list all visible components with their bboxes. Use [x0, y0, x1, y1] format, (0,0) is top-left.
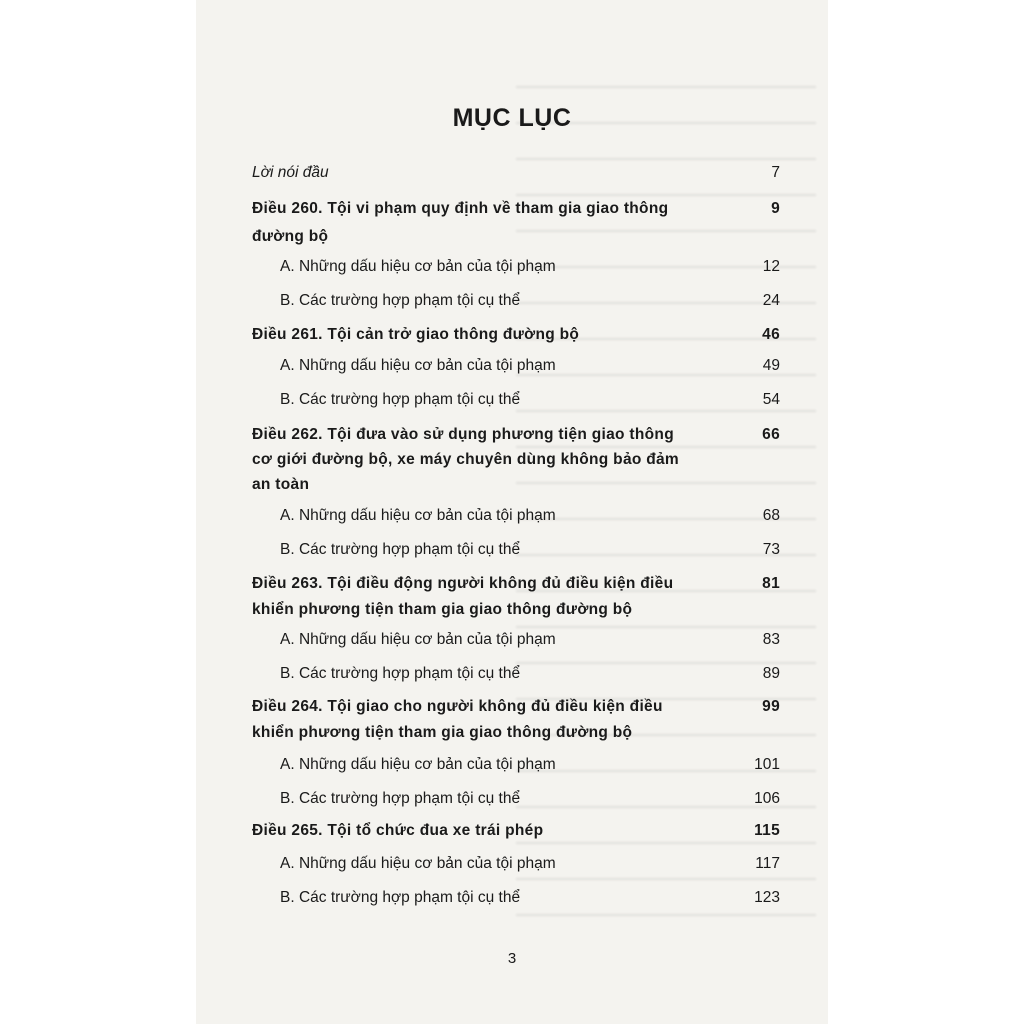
toc-entry-label: B. Các trường hợp phạm tội cụ thể — [280, 541, 521, 558]
toc-entry-label: Điều 265. Tội tổ chức đua xe trái phép — [252, 822, 544, 839]
toc-entry-label: B. Các trường hợp phạm tội cụ thể — [280, 889, 521, 906]
toc-entry-page: 73 — [762, 541, 780, 558]
book-page — [196, 0, 828, 1024]
toc-entry-label: A. Những dấu hiệu cơ bản của tội phạm — [280, 258, 556, 275]
toc-entry-page: 49 — [762, 357, 780, 374]
toc-entry-label: B. Các trường hợp phạm tội cụ thể — [280, 292, 521, 309]
toc-entry-label: Lời nói đầu — [252, 164, 329, 181]
toc-entry-label: A. Những dấu hiệu cơ bản của tội phạm — [280, 631, 556, 648]
toc-entry-label: B. Các trường hợp phạm tội cụ thể — [280, 665, 521, 682]
toc-entry-page: 54 — [762, 391, 780, 408]
toc-entry-label-continued: khiển phương tiện tham gia giao thông đường bộ — [252, 724, 633, 741]
toc-entry-label: Điều 260. Tội vi phạm quy định về tham gia giao thông — [252, 200, 669, 217]
toc-entry-page: 81 — [762, 575, 780, 592]
toc-entry-label: B. Các trường hợp phạm tội cụ thể — [280, 391, 521, 408]
toc-entry-label: A. Những dấu hiệu cơ bản của tội phạm — [280, 507, 556, 524]
toc-entry-page: 89 — [762, 665, 780, 682]
toc-entry-page: 12 — [762, 258, 780, 275]
toc-entry-page: 83 — [762, 631, 780, 648]
toc-entry-label: Điều 261. Tội cản trở giao thông đường bộ — [252, 326, 580, 343]
toc-entry-label: A. Những dấu hiệu cơ bản của tội phạm — [280, 855, 556, 872]
toc-entry-label-continued: cơ giới đường bộ, xe máy chuyên dùng không bảo đảm — [252, 451, 680, 468]
page-number: 3 — [507, 950, 517, 967]
toc-entry-label-continued: an toàn — [252, 476, 310, 493]
toc-entry-page: 46 — [762, 326, 780, 343]
toc-entry-page: 99 — [762, 698, 780, 715]
toc-entry-page: 106 — [754, 790, 780, 807]
toc-entry-label: A. Những dấu hiệu cơ bản của tội phạm — [280, 357, 556, 374]
toc-entry-page: 9 — [771, 200, 780, 217]
toc-entry-page: 101 — [754, 756, 780, 773]
toc-entry-page: 115 — [754, 822, 780, 839]
toc-entry-label: A. Những dấu hiệu cơ bản của tội phạm — [280, 756, 556, 773]
toc-entry-page: 24 — [762, 292, 780, 309]
toc-entry-label: B. Các trường hợp phạm tội cụ thể — [280, 790, 521, 807]
toc-entry-page: 66 — [762, 426, 780, 443]
toc-entry-label: Điều 264. Tội giao cho người không đủ điều kiện điều — [252, 698, 663, 715]
toc-entry-page: 68 — [762, 507, 780, 524]
toc-entry-label-continued: khiển phương tiện tham gia giao thông đường bộ — [252, 601, 633, 618]
toc-entry-label-continued: đường bộ — [252, 228, 329, 245]
toc-entry-label: Điều 262. Tội đưa vào sử dụng phương tiện giao thông — [252, 426, 674, 443]
toc-entry-page: 7 — [771, 164, 780, 181]
page-title: MỤC LỤC — [452, 104, 572, 132]
toc-entry-page: 123 — [754, 889, 780, 906]
toc-entry-label: Điều 263. Tội điều động người không đủ điều kiện điều — [252, 575, 674, 592]
toc-entry-page: 117 — [755, 855, 780, 872]
table-of-contents — [196, 0, 828, 1024]
